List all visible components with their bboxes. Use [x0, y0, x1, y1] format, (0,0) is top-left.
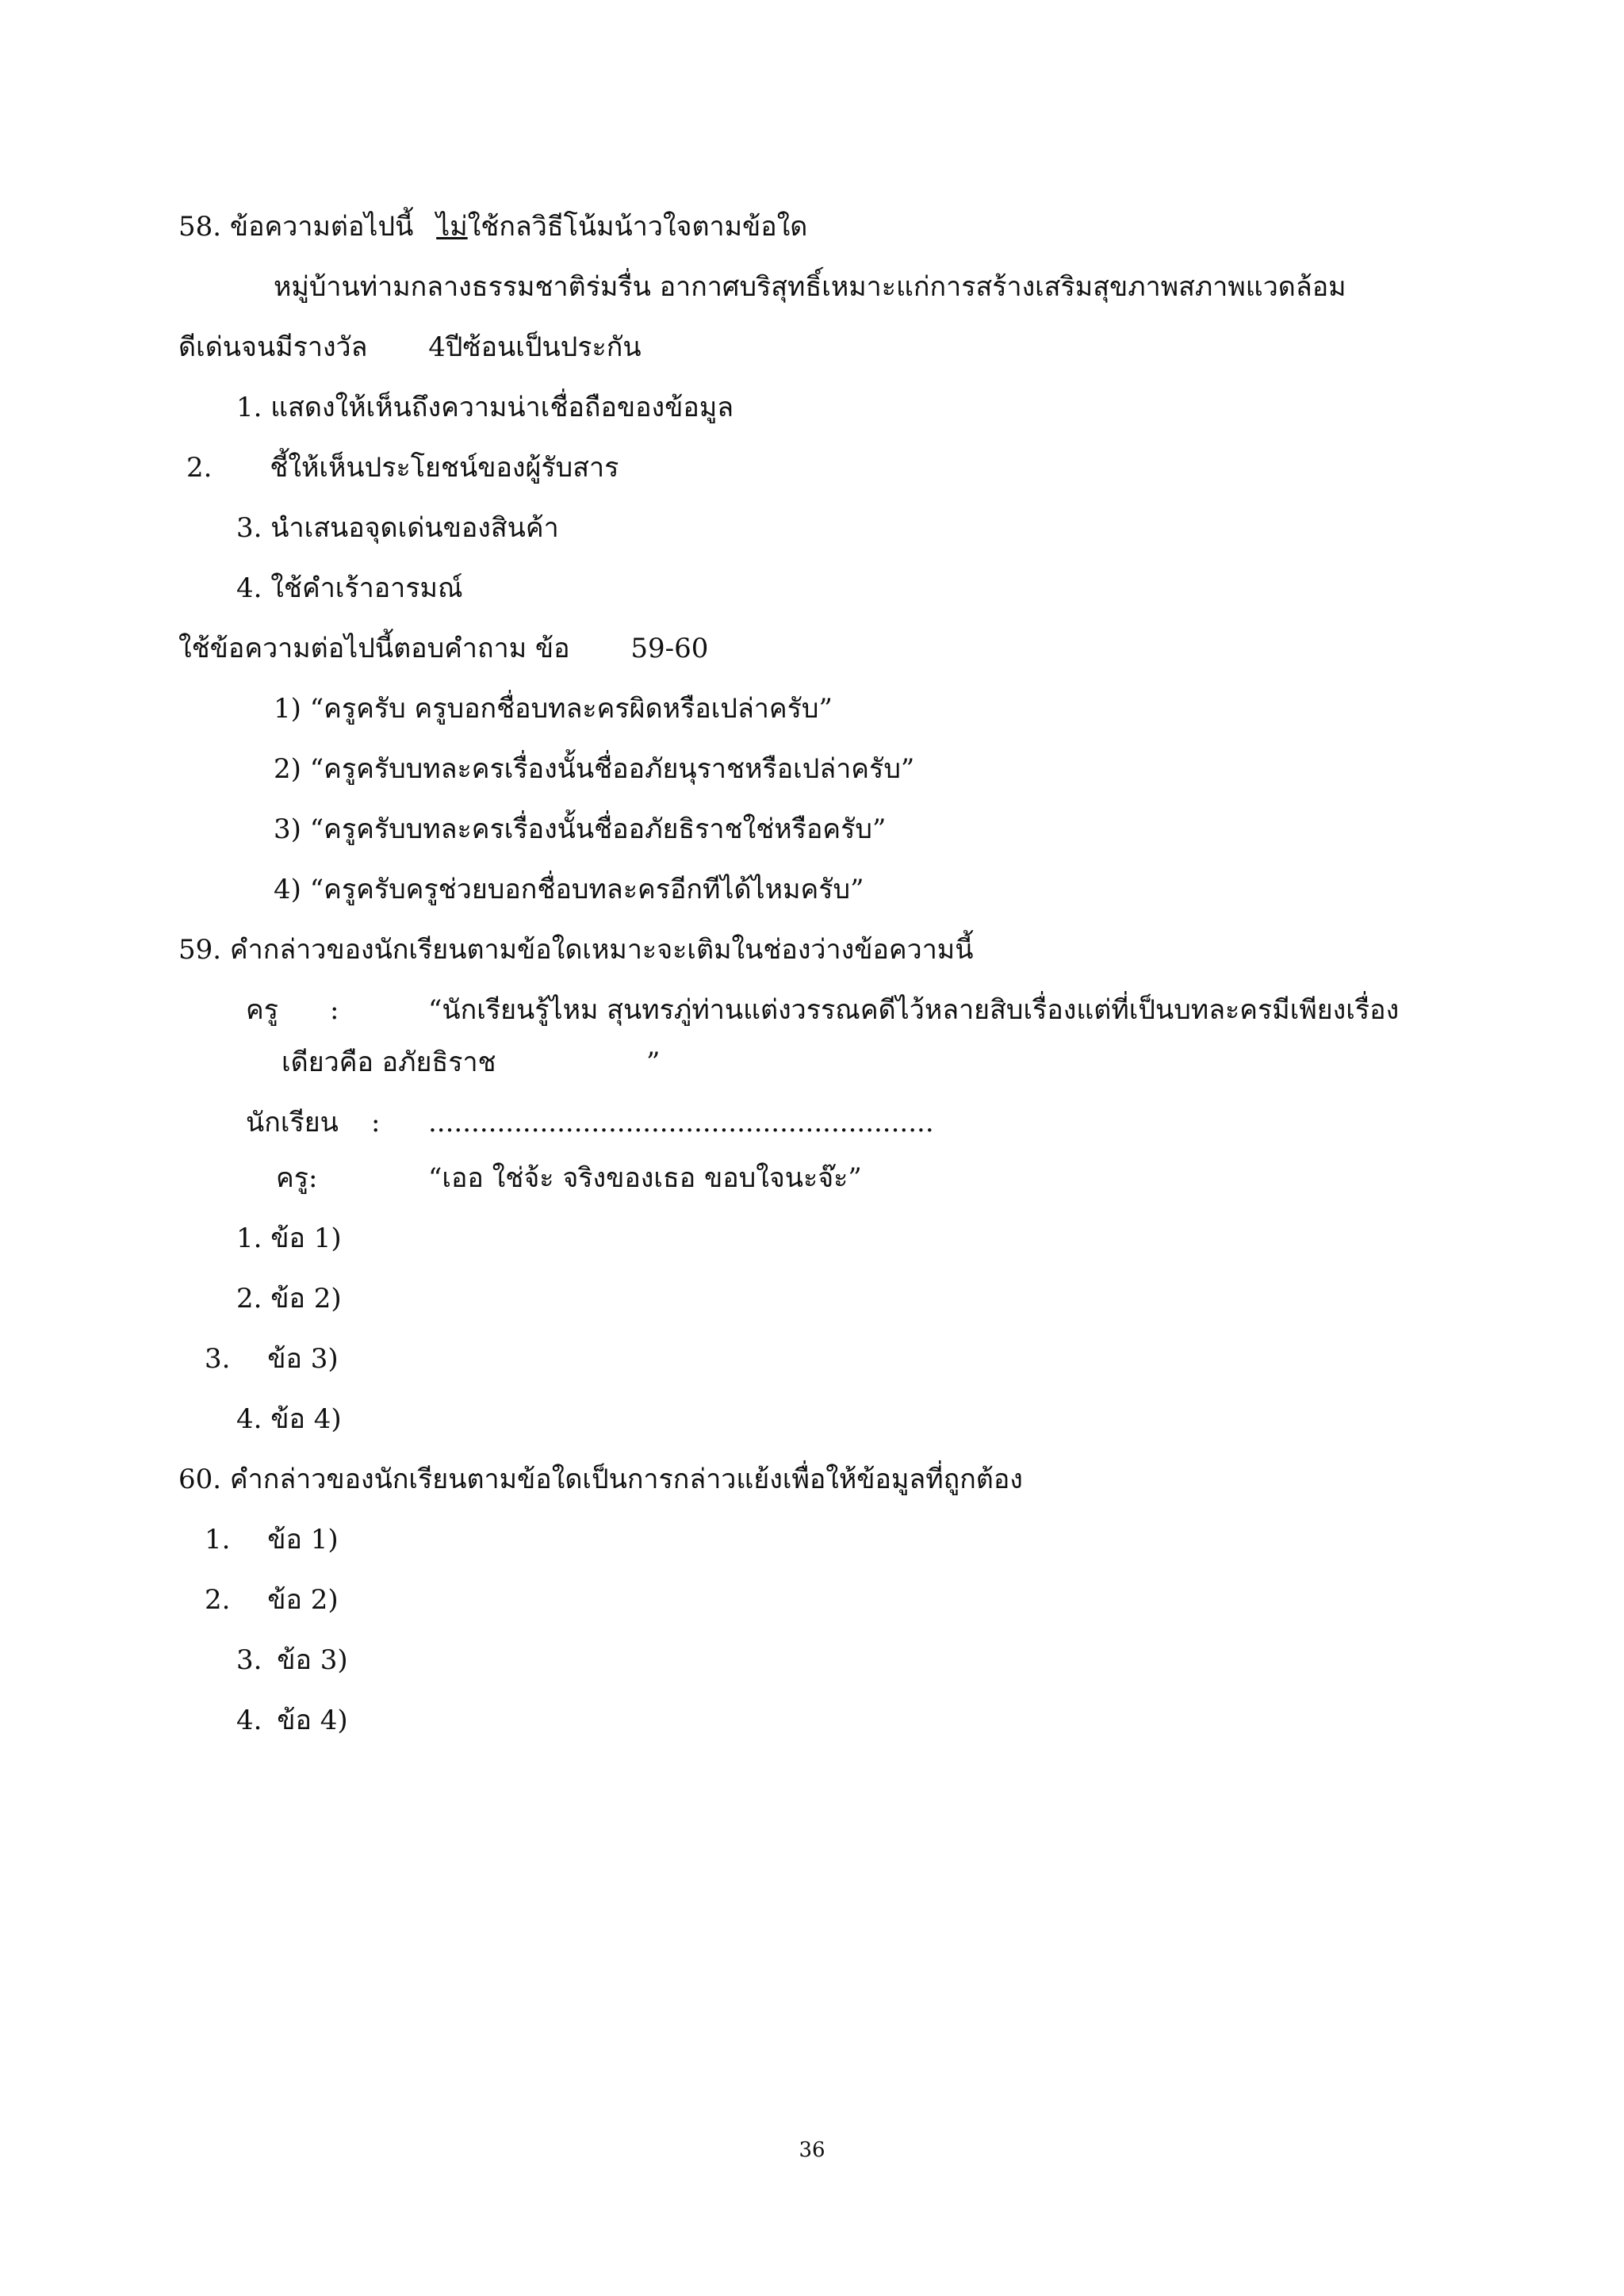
statement-1: 1) “ครูครับ ครูบอกชื่อบทละครผิดหรือเปล่าครับ” — [274, 693, 833, 725]
option-text: ใช้คำเร้าอารมณ์ — [270, 572, 463, 604]
passage-text: 4ปีซ้อนเป็นประกัน — [428, 331, 642, 363]
option-text: ข้อ 3) — [277, 1644, 348, 1676]
option-1 — [236, 388, 733, 427]
passage-text: ดีเด่นจนมีรางวัล — [178, 331, 368, 363]
option-text: ชี้ให้เห็นประโยชน์ของผู้รับสาร — [270, 452, 619, 484]
option-text: ข้อ 4) — [277, 1705, 348, 1736]
dialog-teacher-line-1: “นักเรียนรู้ไหม สุนทรภู่ท่านแต่งวรรณคดีไว้หลายสิบเรื่องแต่ที่เป็นบทละครมีเพียงเรื่อง — [428, 994, 1400, 1026]
option-text: ข้อ 2) — [270, 1283, 342, 1314]
option-number: 1. — [236, 392, 262, 423]
question-stem-text: ใช้กลวิธีโน้มน้าวใจตามข้อใด — [467, 211, 808, 243]
question-60-stem — [178, 1460, 1023, 1498]
option-number: 1. — [205, 1524, 231, 1556]
dialog-colon: : — [330, 994, 339, 1026]
question-stem-text: คำกล่าวของนักเรียนตามข้อใดเหมาะจะเติมในช่องว่างข้อความนี้ — [229, 934, 974, 966]
question-number: 59. — [178, 934, 222, 966]
option-3 — [236, 509, 559, 547]
option-4 — [236, 1400, 342, 1438]
dialog-teacher-line-2: เดียวคือ อภัยธิราช — [282, 1047, 496, 1078]
option-3 — [205, 1340, 339, 1378]
instruction-text: ใช้ข้อความต่อไปนี้ตอบคำถาม ข้อ — [178, 633, 570, 664]
underlined-negation: ไม่ — [436, 211, 468, 243]
statement-4: 4) “ครูครับครูช่วยบอกชื่อบทละครอีกทีได้ไหมครับ” — [274, 874, 864, 905]
question-number: 58. — [178, 211, 222, 243]
instruction-line — [178, 629, 708, 668]
question-58-stem — [178, 208, 807, 246]
option-1 — [205, 1521, 339, 1559]
dialog-colon: : — [371, 1107, 381, 1138]
option-number: 2. — [205, 1584, 231, 1616]
option-number: 4. — [236, 1403, 262, 1435]
question-stem-text: คำกล่าวของนักเรียนตามข้อใดเป็นการกล่าวแย้งเพื่อให้ข้อมูลที่ถูกต้อง — [229, 1464, 1023, 1495]
option-4 — [236, 1701, 348, 1739]
dialog-teacher2-line: “เออ ใช่จ้ะ จริงของเธอ ขอบใจนะจ๊ะ” — [428, 1162, 862, 1194]
option-number: 3. — [205, 1343, 231, 1375]
dialog-student-label: นักเรียน — [246, 1107, 339, 1138]
option-number: 4. — [236, 572, 262, 604]
option-text: นำเสนอจุดเด่นของสินค้า — [270, 512, 559, 544]
answer-blank: ........................................................... — [428, 1107, 934, 1138]
option-text: ข้อ 4) — [270, 1403, 342, 1435]
option-number: 1. — [236, 1223, 262, 1254]
option-number: 2. — [236, 1283, 262, 1314]
dialog-close-quote: ” — [646, 1047, 661, 1078]
option-text: ข้อ 1) — [270, 1223, 342, 1254]
option-number: 4. — [236, 1705, 262, 1736]
question-stem-text: ข้อความต่อไปนี้ — [229, 211, 414, 243]
dialog-teacher2-label: ครู: — [276, 1162, 318, 1194]
option-number: 2. — [186, 452, 213, 484]
option-text: แสดงให้เห็นถึงความน่าเชื่อถือของข้อมูล — [270, 392, 734, 423]
instruction-range: 59-60 — [630, 633, 709, 664]
question-number: 60. — [178, 1464, 222, 1495]
option-3 — [236, 1641, 348, 1679]
passage-line-1: หมู่บ้านท่ามกลางธรรมชาติร่มรื่น อากาศบริสุทธิ์เหมาะแก่การสร้างเสริมสุขภาพสภาพแวดล้อม — [274, 271, 1346, 303]
option-text: ข้อ 3) — [267, 1343, 339, 1375]
statement-3: 3) “ครูครับบทละครเรื่องนั้นชื่ออภัยธิราชใช่หรือครับ” — [274, 813, 887, 845]
option-4 — [236, 569, 462, 607]
option-1 — [236, 1219, 342, 1257]
question-59-stem — [178, 931, 973, 969]
option-text: ข้อ 1) — [267, 1524, 339, 1556]
statement-2: 2) “ครูครับบทละครเรื่องนั้นชื่ออภัยนุราชหรือเปล่าครับ” — [274, 753, 915, 785]
page-number: 36 — [799, 2138, 825, 2162]
dialog-teacher-label: ครู — [246, 994, 279, 1026]
passage-line-2 — [178, 328, 642, 366]
option-2 — [205, 1581, 339, 1619]
option-2 — [186, 449, 619, 487]
option-2 — [236, 1280, 342, 1318]
option-text: ข้อ 2) — [267, 1584, 339, 1616]
option-number: 3. — [236, 1644, 262, 1676]
option-number: 3. — [236, 512, 262, 544]
